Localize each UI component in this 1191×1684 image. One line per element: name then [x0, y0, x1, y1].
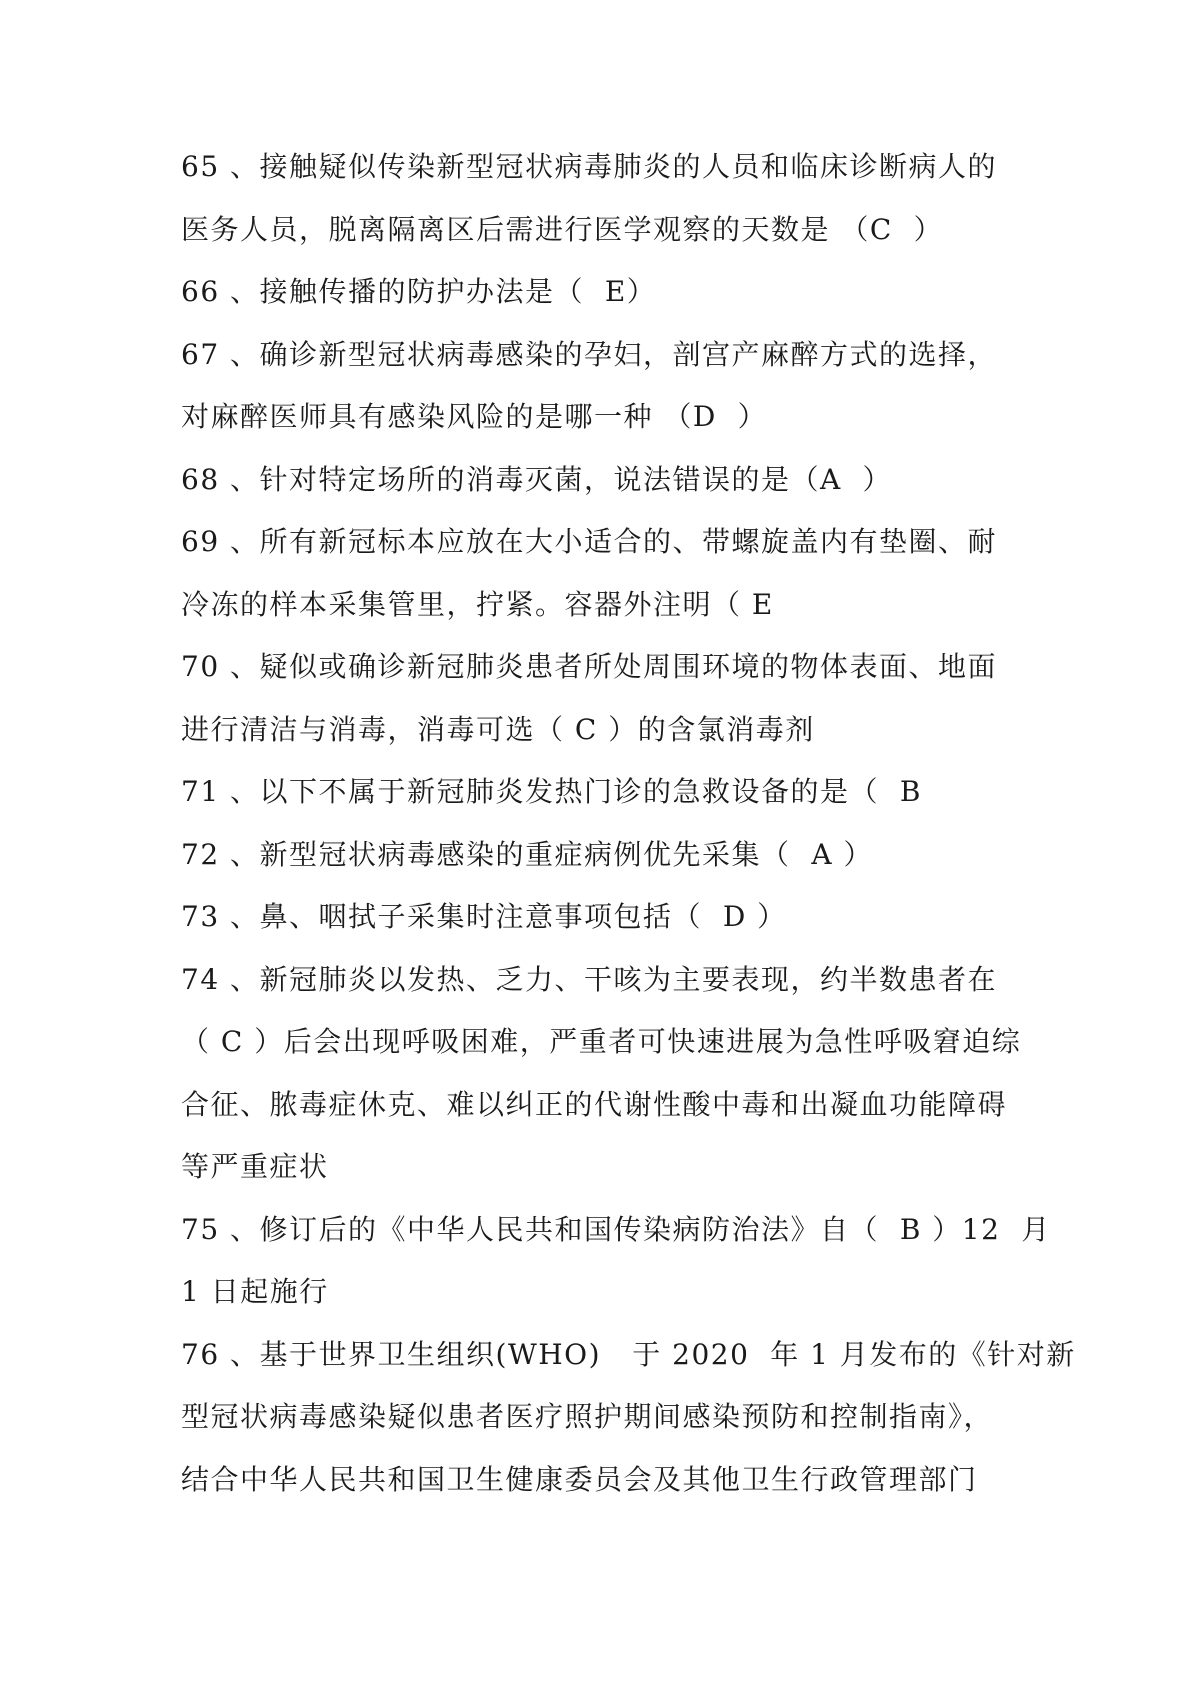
- text-line-q76-a: 76 、基于世界卫生组织(WHO) 于 2020 年 1 月发布的《针对新: [181, 1337, 1076, 1371]
- text-line-q75-a: 75 、修订后的《中华人民共和国传染病防治法》自（ B ）12 月: [181, 1212, 1051, 1246]
- text-line-q72: 72 、新型冠状病毒感染的重症病例优先采集（ A ）: [181, 837, 873, 871]
- text-line-q75-b: 1 日起施行: [181, 1275, 329, 1308]
- text-line-q70-a: 70 、疑似或确诊新冠肺炎患者所处周围环境的物体表面、地面: [181, 650, 998, 683]
- text-line-q65-b: 医务人员，脱离隔离区后需进行医学观察的天数是 （C ）: [181, 212, 944, 246]
- text-line-q67-a: 67 、确诊新型冠状病毒感染的孕妇，剖宫产麻醉方式的选择，: [181, 337, 998, 371]
- text-line-q68: 68 、针对特定场所的消毒灭菌，说法错误的是（A ）: [181, 462, 893, 496]
- text-line-q65-a: 65 、接触疑似传染新型冠状病毒肺炎的人员和临床诊断病人的: [181, 150, 998, 183]
- text-line-q66: 66 、接触传播的防护办法是（ E）: [181, 275, 657, 308]
- text-line-q73: 73 、鼻、咽拭子采集时注意事项包括（ D ）: [181, 900, 787, 933]
- question-text-block: [181, 136, 1076, 1511]
- text-line-q74-a: 74 、新冠肺炎以发热、乏力、干咳为主要表现，约半数患者在: [181, 962, 998, 996]
- text-line-q74-c: 合征、脓毒症休克、难以纠正的代谢性酸中毒和出凝血功能障碍: [181, 1087, 1008, 1121]
- text-line-q69-b: 冷冻的样本采集管里，拧紧。容器外注明（ E: [181, 587, 774, 621]
- text-line-q74-d: 等严重症状: [181, 1150, 329, 1183]
- text-line-q67-b: 对麻醉医师具有感染风险的是哪一种 （D ）: [181, 400, 768, 433]
- text-line-q76-c: 结合中华人民共和国卫生健康委员会及其他卫生行政管理部门: [181, 1462, 978, 1496]
- text-line-q71: 71 、以下不属于新冠肺炎发热门诊的急救设备的是（ B: [181, 775, 922, 808]
- text-line-q70-b: 进行清洁与消毒，消毒可选（ C ）的含氯消毒剂: [181, 712, 815, 746]
- text-line-q76-b: 型冠状病毒感染疑似患者医疗照护期间感染预防和控制指南》，: [181, 1400, 994, 1433]
- text-line-q74-b: （ C ）后会出现呼吸困难，严重者可快速进展为急性呼吸窘迫综: [181, 1025, 1022, 1058]
- text-line-q69-a: 69 、所有新冠标本应放在大小适合的、带螺旋盖内有垫圈、耐: [181, 525, 998, 558]
